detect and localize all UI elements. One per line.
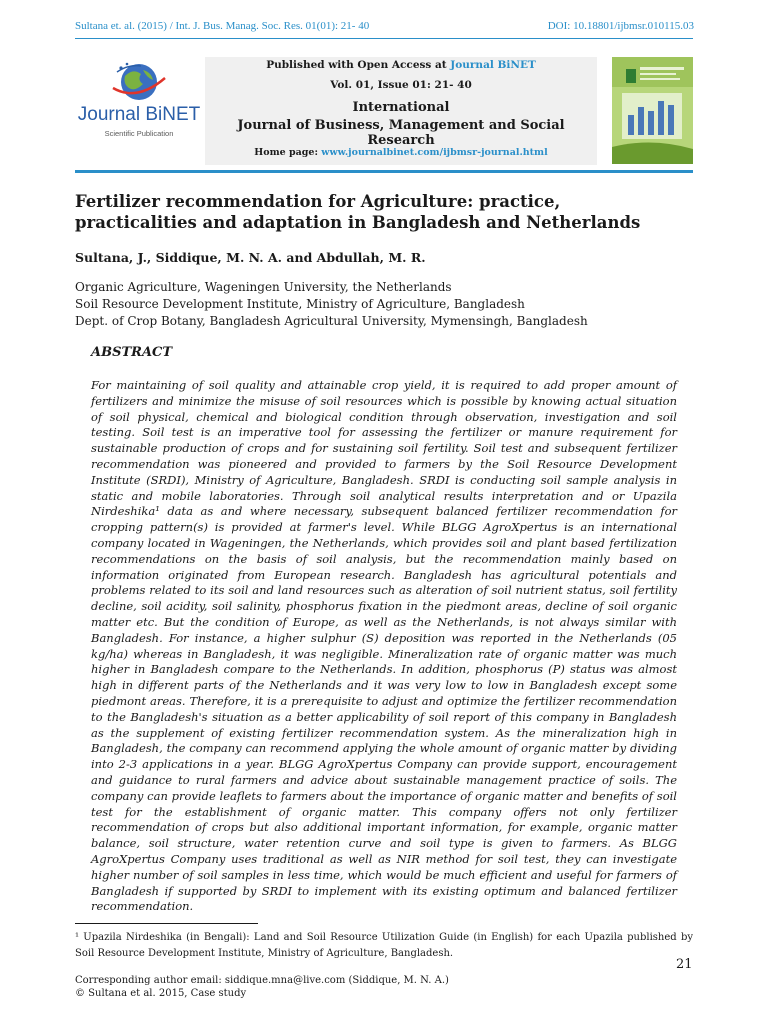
abstract-text: For maintaining of soil quality and attainable crop yield, it is required to add proper amount of fertilizers and minimize the misuse of soil resources which is possible by knowing actual situation of soil physical, chemical and biological condition through observation, investigation and soil testing. Soil test is an imperative tool for assessing the fertilizer or manure requirement for sustainable production of crops and for sustaining soil fertility. Soil test and subsequent fertilizer recommendation was pioneered and provided to farmers by the Soil Resource Development Institute (SRDI), Ministry of Agriculture, Bangladesh. SRDI is conducting soil sample analysis in static and mobile laboratories. Through soil analytical results interpretation and or Upazila Nirdeshika¹ data as and where necessary, subsequent balanced fertilizer recommendation for cropping pattern(s) is provided at farmer's level. While BLGG AgroXpertus is an international company located in Wageningen, the Netherlands, which provides soil and plant based fertilization recommendations on the basis of soil analysis, but the recommendation mainly based on information originated from European research. Bangladesh has agricultural potentials and problems related to its soil and land resources such as alteration of soil nutrient status, soil fertility decline, soil acidity, soil salinity, phosphorus fixation in the piedmont areas, decline of soil organic matter etc. But the condition of Europe, as well as the Netherlands, is not always similar with Bangladesh. For instance, a higher sulphur (S) deposition was reported in the Netherlands (05 kg/ha) whereas in Bangladesh, it was negligible. Mineralization rate of organic matter was much higher in Bangladesh compare to the Netherlands. In addition, phosphorus (P) status was almost high in different parts of the Netherlands and it was very low to low in Bangladesh except some piedmont areas. Therefore, it is a prerequisite to adjust and optimize the fertilizer recommendation to the Bangladesh's situation as a better applicability of soil report of this company in Bangladesh as the supplement of existing fertilizer recommendation system. As the mineralization high in Bangladesh, the company can recommend applying the whole amount of organic matter by dividing into 2-3 applications in a year. BLGG AgroXpertus Company can provide support, encouragement and guidance to rural farmers and advice about sustainable management practice of soils. The company can provide leaflets to farmers about the importance of organic matter and benefits of soil test for the establishment of organic matter. This company offers not only fertilizer recommendation of crops but also additional important information, for example, organic matter balance, soil structure, water retention curve and soil type is given to farmers. As BLGG AgroXpertus Company uses traditional as well as NIR method for soil test, they can investigate higher number of soil samples in less time, which would be much efficient and useful for farmers of Bangladesh if supported by SRDI to implement with its existing optimum and balanced fertilizer recommendation. [91, 378, 677, 914]
page-number: 21 [676, 957, 693, 972]
journal-banner [205, 57, 597, 165]
affiliation-3: Dept. of Crop Botany, Bangladesh Agricultural University, Mymensingh, Bangladesh [75, 314, 588, 328]
header-rule [75, 38, 693, 39]
affiliation-2: Soil Resource Development Institute, Ministry of Agriculture, Bangladesh [75, 297, 525, 311]
journal-link[interactable]: Journal BiNET [450, 59, 536, 71]
author-list: Sultana, J., Siddique, M. N. A. and Abdullah, M. R. [75, 250, 426, 265]
homepage-line: Home page: www.journalbinet.com/ijbmsr-journal.html [254, 147, 548, 158]
affiliation-1: Organic Agriculture, Wageningen University, the Netherlands [75, 280, 452, 294]
globe-icon [107, 58, 171, 106]
journal-title-line2: Journal of Business, Management and Social Research [237, 118, 565, 148]
abstract-heading: ABSTRACT [91, 345, 173, 360]
homepage-link[interactable]: www.journalbinet.com/ijbmsr-journal.html [321, 147, 548, 158]
cover-illustration [612, 57, 693, 164]
copyright-notice: © Sultana et al. 2015, Case study [75, 988, 247, 999]
running-header-doi: DOI: 10.18801/ijbmsr.010115.03 [547, 20, 694, 32]
journal-title-line1: International [352, 100, 450, 115]
journal-cover-image [612, 57, 693, 164]
journal-logo [75, 58, 203, 158]
footnote: ¹ Upazila Nirdeshika (in Bengali): Land and Soil Resource Utilization Guide (in English) for each Upazila published by Soil Resource Development Institute, Ministry of Agriculture, Bangladesh. [75, 932, 693, 959]
running-header-citation: Sultana et. al. (2015) / Int. J. Bus. Manag. Soc. Res. 01(01): 21- 40 [75, 20, 370, 32]
logo-subtitle: Scientific Publication [104, 129, 174, 138]
logo-name: Journal BiNET [77, 104, 201, 125]
masthead-rule [75, 170, 693, 173]
article-title: Fertilizer recommendation for Agriculture: practice, practicalities and adaptation in Bangladesh and Netherlands [75, 192, 641, 232]
open-access-line: Published with Open Access at Journal BiNET [266, 59, 536, 71]
corresponding-author: Corresponding author email: siddique.mna@live.com (Siddique, M. N. A.) [75, 975, 449, 986]
footnote-rule [75, 923, 258, 924]
volume-issue: Vol. 01, Issue 01: 21- 40 [330, 79, 472, 91]
